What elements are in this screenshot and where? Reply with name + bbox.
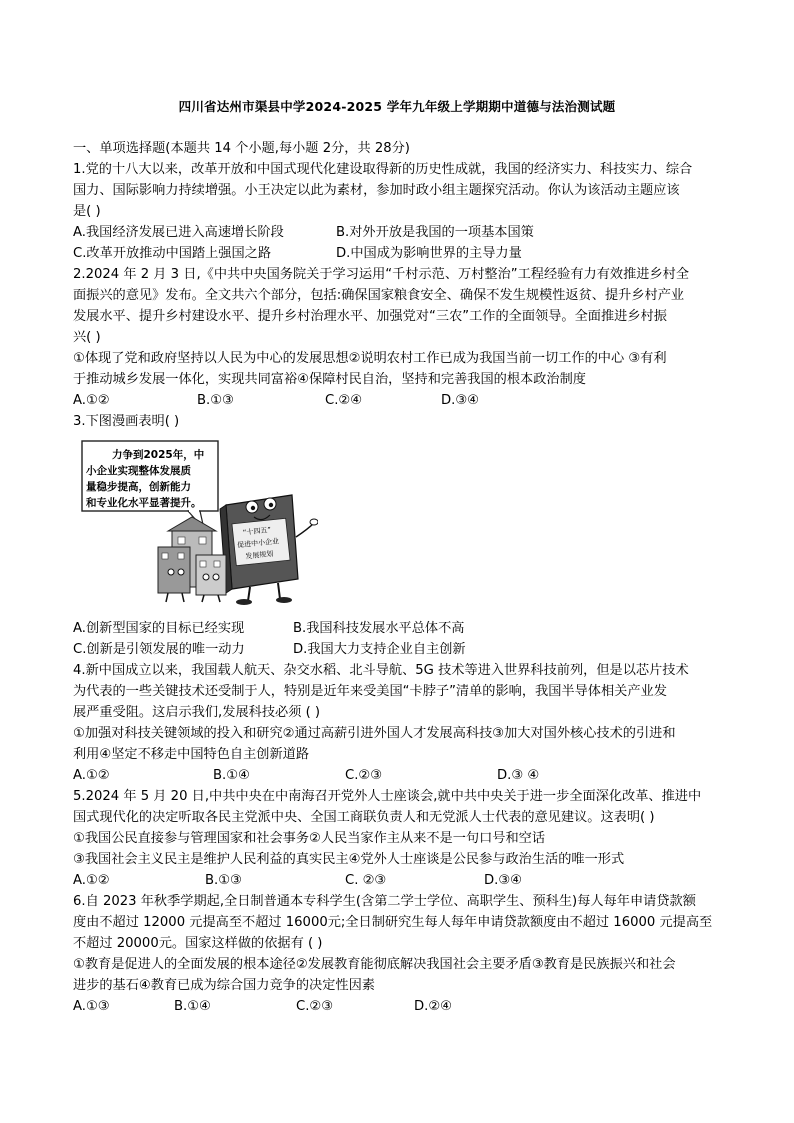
q4-option-a[interactable]: A.①② (73, 768, 110, 783)
q5-stem-line: 国式现代化的决定听取各民主党派中央、全国工商联负责人和无党派人士代表的意见建议。这表明( ) (73, 810, 655, 825)
q6-stem-line: 不超过 20000元。国家这样做的依据有 ( ) (73, 936, 323, 951)
q2-statements-line: 于推动城乡发展一体化，实现共同富裕④保障村民自治，坚持和完善我国的根本政治制度 (73, 372, 586, 387)
q6-option-a[interactable]: A.①③ (73, 999, 110, 1014)
q2-option-c[interactable]: C.②④ (325, 393, 363, 408)
section-heading: 一、单项选择题(本题共 14 个小题,每小题 2分，共 28分) (73, 141, 410, 156)
q3-option-c[interactable]: C.创新是引领发展的唯一动力 (73, 642, 245, 657)
book-title-line: 发展规划 (245, 549, 274, 561)
q4-statements-line: ①加强对科技关键领域的投入和研究②通过高薪引进外国人才发展高科技③加大对国外核心技术的引进和 (73, 726, 676, 741)
q5-stem-line: 5.2024 年 5 月 20 日,中共中央在中南海召开党外人士座谈会,就中共中央关于进一步全面深化改革、推进中 (73, 789, 702, 804)
q6-stem-line: 度由不超过 12000 元提高至不超过 16000元;全日制研究生每人每年申请贷款额度由不超过 16000 元提高至 (73, 915, 713, 930)
q1-option-d[interactable]: D.中国成为影响世界的主导力量 (336, 246, 522, 261)
book-character (220, 495, 318, 605)
q1-option-b[interactable]: B.对外开放是我国的一项基本国策 (336, 225, 534, 240)
bubble-text-line: 量稳步提高，创新能力 (86, 481, 191, 493)
q6-option-c[interactable]: C.②③ (296, 999, 334, 1014)
q3-option-d[interactable]: D.我国大力支持企业自主创新 (293, 642, 466, 657)
enterprise-buildings (158, 517, 226, 602)
q6-statements-line: 进步的基石④教育已成为综合国力竞争的决定性因素 (73, 978, 375, 993)
q5-option-c[interactable]: C. ②③ (345, 873, 387, 888)
q4-stem-line: 4.新中国成立以来，我国载人航天、杂交水稻、北斗导航、5G 技术等进入世界科技前列，但是以芯片技术 (73, 663, 689, 678)
q4-option-d[interactable]: D.③ ④ (497, 768, 540, 783)
bubble-text-line: 小企业实现整体发展质 (86, 465, 191, 477)
q2-stem-line: 发展水平、提升乡村建设水平、提升乡村治理水平、加强党对“三农”工作的全面领导。全面推进乡村振 (73, 309, 667, 324)
q4-option-b[interactable]: B.①④ (213, 768, 250, 783)
bubble-text-line: 力争到2025年，中 (112, 449, 205, 461)
q2-option-a[interactable]: A.①② (73, 393, 110, 408)
q1-option-c[interactable]: C.改革开放推动中国踏上强国之路 (73, 246, 272, 261)
q5-option-b[interactable]: B.①③ (205, 873, 242, 888)
q1-stem-line: 是( ) (73, 204, 101, 219)
q4-stem-line: 展严重受阻。这启示我们,发展科技必须 ( ) (73, 705, 321, 720)
q5-statements-line: ③我国社会主义民主是维护人民利益的真实民主④党外人士座谈是公民参与政治生活的唯一形式 (73, 852, 625, 867)
q4-statements-line: 利用④坚定不移走中国特色自主创新道路 (73, 747, 310, 762)
bubble-text-line: 和专业化水平显著提升。 (86, 497, 202, 509)
q5-option-d[interactable]: D.③④ (484, 873, 522, 888)
cartoon-image (76, 437, 318, 605)
q4-stem-line: 为代表的一些关键技术还受制于人，特别是近年来受美国“卡脖子”清单的影响，我国半导体相关产业发 (73, 684, 667, 699)
book-title-line: 促进中小企业 (236, 537, 280, 550)
q3-option-a[interactable]: A.创新型国家的目标已经实现 (73, 621, 245, 636)
page-title: 四川省达州市渠县中学2024-2025 学年九年级上学期期中道德与法治测试题 (178, 99, 616, 114)
q2-stem-line: 兴( ) (73, 330, 101, 345)
q2-option-b[interactable]: B.①③ (197, 393, 234, 408)
q3-stem-line: 3.下图漫画表明( ) (73, 414, 180, 429)
q5-option-a[interactable]: A.①② (73, 873, 110, 888)
q1-option-a[interactable]: A.我国经济发展已进入高速增长阶段 (73, 225, 284, 240)
q2-option-d[interactable]: D.③④ (441, 393, 479, 408)
q1-stem-line: 1.党的十八大以来，改革开放和中国式现代化建设取得新的历史性成就，我国的经济实力、科技实力、综合 (73, 162, 693, 177)
q3-option-b[interactable]: B.我国科技发展水平总体不高 (293, 621, 465, 636)
q6-statements-line: ①教育是促进人的全面发展的根本途径②发展教育能彻底解决我国社会主要矛盾③教育是民族振兴和社会 (73, 957, 676, 972)
q2-stem-line: 面振兴的意见》发布。全文共六个部分，包括:确保国家粮食安全、确保不发生规模性返贫、提升乡村产业 (73, 288, 685, 303)
q6-stem-line: 6.自 2023 年秋季学期起,全日制普通本专科学生(含第二学士学位、高职学生、预科生)每人每年申请贷款额 (73, 894, 696, 909)
q2-statements-line: ①体现了党和政府坚持以人民为中心的发展思想②说明农村工作已成为我国当前一切工作的中心 ③有利 (73, 351, 667, 366)
q1-stem-line: 国力、国际影响力持续增强。小王决定以此为素材，参加时政小组主题探究活动。你认为该活动主题应该 (73, 183, 680, 198)
q4-option-c[interactable]: C.②③ (345, 768, 383, 783)
book-title-line: “十四五” (242, 525, 272, 537)
q2-stem-line: 2.2024 年 2 月 3 日,《中共中央国务院关于学习运用“千村示范、万村整治”工程经验有力有效推进乡村全 (73, 267, 690, 282)
q5-statements-line: ①我国公民直接参与管理国家和社会事务②人民当家作主从来不是一句口号和空话 (73, 831, 546, 846)
q6-option-d[interactable]: D.②④ (414, 999, 452, 1014)
q6-option-b[interactable]: B.①④ (174, 999, 211, 1014)
